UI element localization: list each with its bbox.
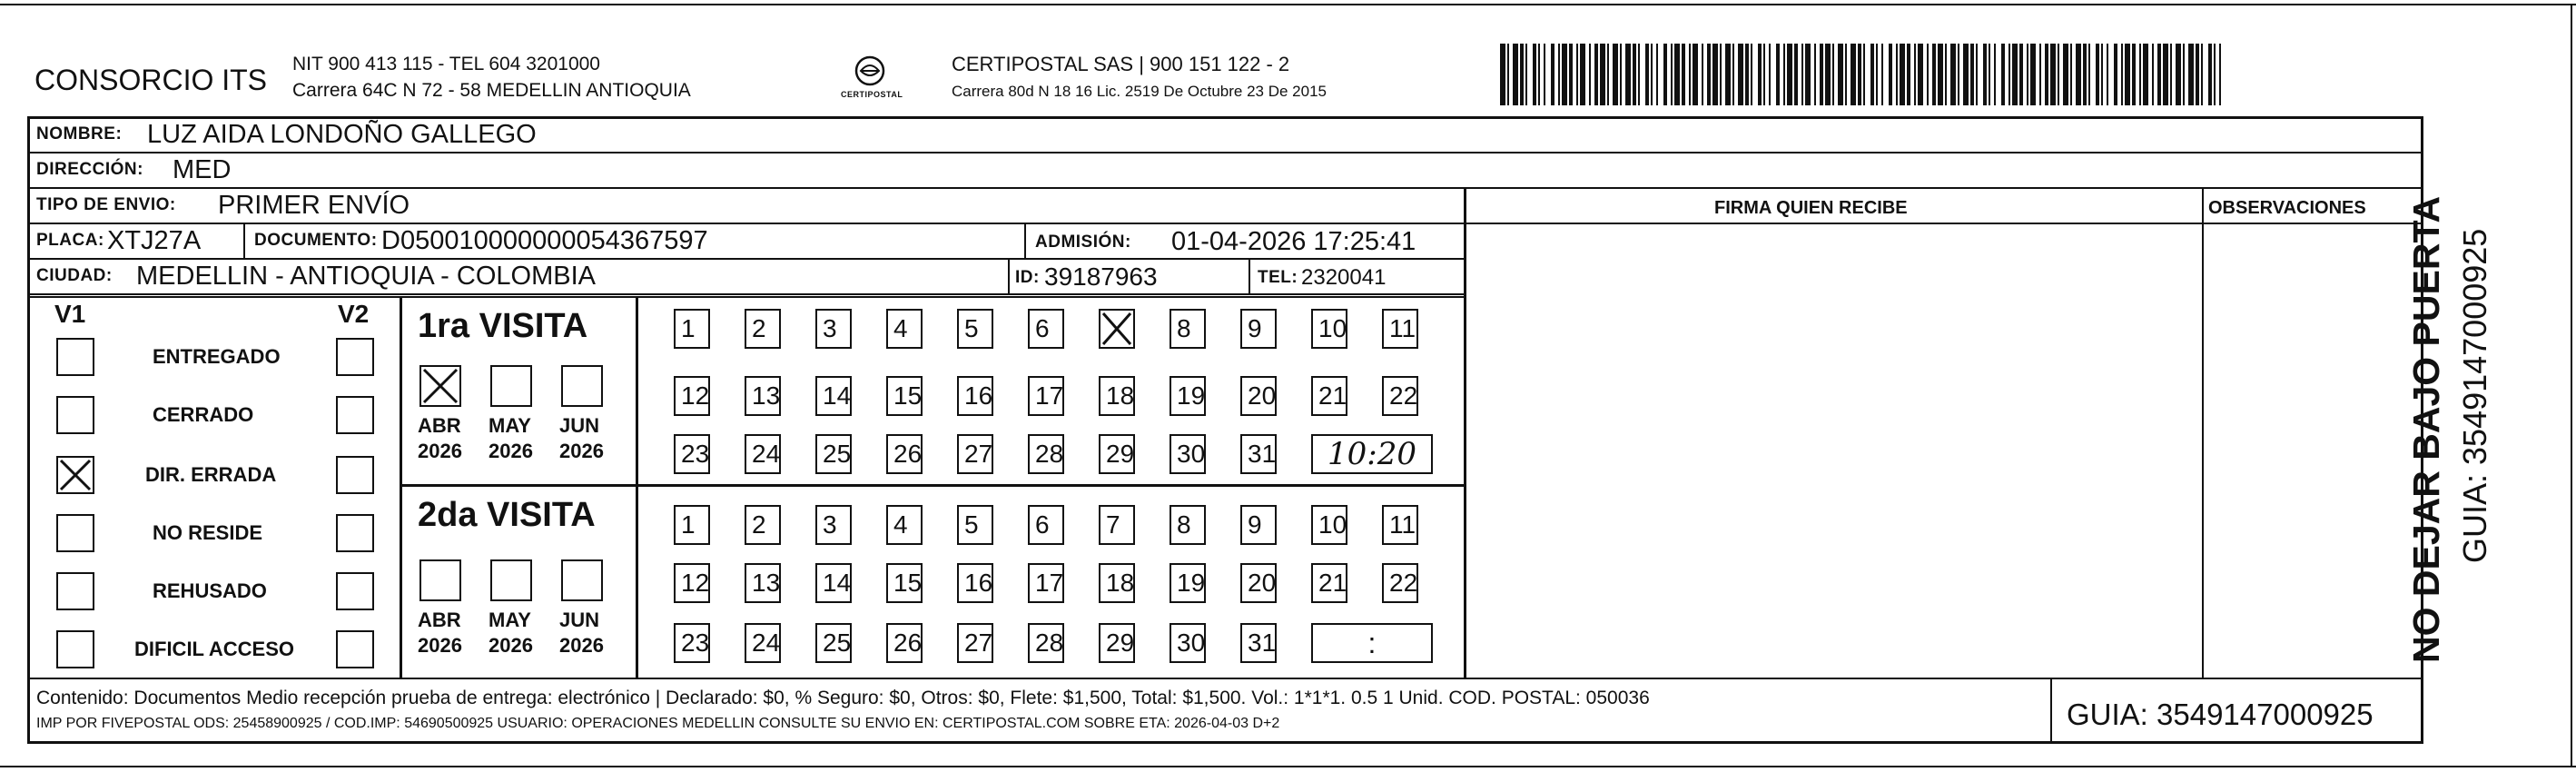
certipostal-logo	[834, 51, 906, 105]
visit2-day-box[interactable]: 23	[674, 623, 710, 663]
status-label: REHUSADO	[153, 579, 267, 602]
visit1-month-label: JUN	[559, 414, 600, 437]
visit1-day-box[interactable]: 3	[815, 309, 852, 349]
visit2-day-box[interactable]: 7	[1099, 505, 1135, 545]
row-sep-2	[27, 187, 2423, 189]
visit1-day-box[interactable]: 17	[1028, 376, 1064, 416]
visit1-day-box[interactable]: 29	[1099, 434, 1135, 474]
right-border	[2571, 4, 2572, 767]
company-name: CONSORCIO ITS	[35, 64, 268, 96]
courier-line-1: CERTIPOSTAL SAS | 900 151 122 - 2	[952, 53, 1290, 75]
visit1-day-box[interactable]: 20	[1240, 376, 1277, 416]
visit1-day-box[interactable]: 15	[886, 376, 923, 416]
id-value: 39187963	[1044, 262, 1158, 291]
visit2-day-box[interactable]: 1	[674, 505, 710, 545]
row-sep-1	[27, 152, 2423, 153]
visit2-month-checkbox[interactable]	[490, 559, 532, 601]
months-right-line	[636, 296, 638, 678]
visit2-month-label: ABR	[418, 609, 461, 631]
visit2-day-box[interactable]: 29	[1099, 623, 1135, 663]
visit1-day-box[interactable]: 31	[1240, 434, 1277, 474]
barcode	[1500, 44, 2226, 107]
row-sep-3	[27, 223, 2423, 224]
visit2-day-box[interactable]: 8	[1170, 505, 1206, 545]
visit2-day-box[interactable]: 11	[1382, 505, 1418, 545]
visit1-month-checkbox[interactable]	[490, 365, 532, 407]
v2-checkbox[interactable]	[336, 396, 374, 434]
obs-left-line	[2202, 187, 2204, 678]
company-address: Carrera 64C N 72 - 58 MEDELLIN ANTIOQUIA	[292, 80, 691, 101]
visit2-day-box[interactable]: 18	[1099, 563, 1135, 603]
tel-sep	[1249, 259, 1250, 295]
visit1-day-box[interactable]: 5	[957, 309, 993, 349]
footer-content: Contenido: Documentos Medio recepción prueba de entrega: electrónico | Declarado: $0, % Seguro: $0, Otros: $0, Flete: $1,500, Total: $1,500. Vol.: 1*1*1. 0.5 1 Unid. COD. POSTAL: 050036	[36, 688, 1650, 708]
visit2-day-box[interactable]: 16	[957, 563, 993, 603]
visit2-day-box[interactable]: 19	[1170, 563, 1206, 603]
footer-guia-sep	[2050, 678, 2052, 743]
visit2-day-box[interactable]: 3	[815, 505, 852, 545]
visit2-day-box[interactable]: 10	[1311, 505, 1347, 545]
top-border	[0, 4, 2576, 5]
placa-value: XTJ27A	[107, 226, 202, 255]
main-top-line	[27, 116, 2423, 119]
visit1-day-box[interactable]: 27	[957, 434, 993, 474]
v2-checkbox[interactable]	[336, 338, 374, 376]
visit1-day-box[interactable]: 25	[815, 434, 852, 474]
courier-line-2: Carrera 80d N 18 16 Lic. 2519 De Octubre 23 De 2015	[952, 83, 1327, 100]
visit2-month-checkbox[interactable]	[561, 559, 603, 601]
visit2-day-box[interactable]: 12	[674, 563, 710, 603]
visit2-day-box[interactable]: 15	[886, 563, 923, 603]
visit2-month-year: 2026	[559, 634, 604, 657]
visit1-day-box[interactable]: 30	[1170, 434, 1206, 474]
id-label: ID:	[1015, 268, 1040, 287]
nombre-value: LUZ AIDA LONDOÑO GALLEGO	[147, 120, 537, 149]
tipo-value: PRIMER ENVÍO	[218, 191, 410, 220]
v2-checkbox[interactable]	[336, 514, 374, 552]
visit2-day-box[interactable]: 2	[745, 505, 781, 545]
visit2-day-box[interactable]: 26	[886, 623, 923, 663]
v1-label: V1	[54, 300, 86, 328]
visit2-day-box[interactable]: 14	[815, 563, 852, 603]
visit1-day-box[interactable]: 22	[1382, 376, 1418, 416]
firma-header: FIRMA QUIEN RECIBE	[1714, 198, 1908, 218]
visit1-day-box[interactable]: 10	[1311, 309, 1347, 349]
visit1-day-box[interactable]: 28	[1028, 434, 1064, 474]
check-x-mark-icon	[1100, 311, 1133, 347]
visit1-month-label: ABR	[418, 414, 461, 437]
visit1-day-box[interactable]: 23	[674, 434, 710, 474]
visit1-month-checkbox[interactable]	[419, 365, 461, 407]
visit2-day-box[interactable]: 5	[957, 505, 993, 545]
footer-print-info: IMP POR FIVEPOSTAL ODS: 25458900925 / COD.IMP: 54690500925 USUARIO: OPERACIONES MEDELLIN CONSULTE SU ENVIO EN: CERTIPOSTAL.COM SOBRE ETA: 2026-04-03 D+2	[36, 716, 1280, 731]
v2-checkbox[interactable]	[336, 572, 374, 610]
status-label: DIFICIL ACCESO	[134, 638, 295, 660]
visit1-day-box[interactable]: 26	[886, 434, 923, 474]
nit-line: NIT 900 413 115 - TEL 604 3201000	[292, 54, 600, 74]
visit2-day-box[interactable]: 31	[1240, 623, 1277, 663]
visit2-day-box[interactable]: 21	[1311, 563, 1347, 603]
documento-value: D050010000000054367597	[381, 226, 708, 255]
status-label: ENTREGADO	[153, 345, 281, 368]
documento-label: DOCUMENTO:	[254, 231, 378, 250]
visit2-day-box[interactable]: 28	[1028, 623, 1064, 663]
v2-checkbox[interactable]	[336, 456, 374, 494]
side-warning: NO DEJAR BAJO PUERTA	[2405, 195, 2447, 663]
visit1-day-box[interactable]: 4	[886, 309, 923, 349]
check-x-mark-icon	[421, 367, 459, 405]
visit1-title: 1ra VISITA	[418, 307, 588, 345]
visit1-month-year: 2026	[418, 440, 462, 462]
visit2-time-box[interactable]: :	[1311, 623, 1433, 663]
v2-checkbox[interactable]	[336, 630, 374, 668]
visit1-day-box[interactable]: 16	[957, 376, 993, 416]
visit2-month-label: MAY	[489, 609, 531, 631]
visit1-month-year: 2026	[489, 440, 533, 462]
v1-checkbox[interactable]	[56, 396, 94, 434]
visit2-day-box[interactable]: 27	[957, 623, 993, 663]
visit1-month-label: MAY	[489, 414, 531, 437]
visit2-day-box[interactable]: 6	[1028, 505, 1064, 545]
visit2-title: 2da VISITA	[418, 496, 596, 534]
visit2-day-box[interactable]: 9	[1240, 505, 1277, 545]
visit1-day-box[interactable]: 8	[1170, 309, 1206, 349]
nombre-label: NOMBRE:	[36, 124, 123, 144]
status-right-line	[400, 296, 402, 678]
visit1-month-checkbox[interactable]	[561, 365, 603, 407]
v1-checkbox[interactable]	[56, 456, 94, 494]
visit1-time-box[interactable]: 10:20	[1311, 434, 1433, 474]
direccion-value: MED	[173, 155, 232, 184]
visit2-day-box[interactable]: 22	[1382, 563, 1418, 603]
tel-label: TEL:	[1258, 268, 1298, 287]
visit2-month-label: JUN	[559, 609, 600, 631]
visit1-day-box[interactable]: 2	[745, 309, 781, 349]
admision-value: 01-04-2026 17:25:41	[1171, 227, 1416, 256]
check-x-mark-icon	[58, 458, 93, 492]
footer-guia: GUIA: 3549147000925	[2067, 698, 2374, 731]
v2-label: V2	[338, 300, 370, 328]
status-label: CERRADO	[153, 403, 254, 426]
tipo-label: TIPO DE ENVIO:	[36, 195, 176, 214]
visit2-day-box[interactable]: 4	[886, 505, 923, 545]
v1-checkbox[interactable]	[56, 514, 94, 552]
ciudad-label: CIUDAD:	[36, 266, 113, 285]
direccion-label: DIRECCIÓN:	[36, 160, 143, 179]
visit2-day-box[interactable]: 20	[1240, 563, 1277, 603]
id-sep	[1008, 259, 1010, 295]
status-label: DIR. ERRADA	[145, 463, 277, 486]
visit1-day-box[interactable]: 6	[1028, 309, 1064, 349]
placa-label: PLACA:	[36, 231, 104, 250]
placa-sep	[243, 223, 245, 258]
visit2-day-box[interactable]: 13	[745, 563, 781, 603]
status-label: NO RESIDE	[153, 521, 263, 544]
visit2-month-year: 2026	[418, 634, 462, 657]
v1-checkbox[interactable]	[56, 338, 94, 376]
bottom-border	[0, 766, 2576, 767]
visit2-day-box[interactable]: 17	[1028, 563, 1064, 603]
visit1-day-box[interactable]: 21	[1311, 376, 1347, 416]
logo-caption: CERTIPOSTAL	[841, 90, 903, 99]
visit1-month-year: 2026	[559, 440, 604, 462]
observaciones-header: OBSERVACIONES	[2208, 198, 2366, 218]
admision-label: ADMISIÓN:	[1035, 233, 1131, 252]
ciudad-value: MEDELLIN - ANTIOQUIA - COLOMBIA	[136, 262, 596, 291]
visit1-day-box[interactable]	[1099, 309, 1135, 349]
visit2-day-box[interactable]: 24	[745, 623, 781, 663]
visit1-day-box[interactable]: 14	[815, 376, 852, 416]
side-guia: GUIA: 3549147000925	[2456, 228, 2493, 563]
visit1-day-box[interactable]: 24	[745, 434, 781, 474]
visit2-day-box[interactable]: 25	[815, 623, 852, 663]
v1-checkbox[interactable]	[56, 630, 94, 668]
visit1-day-box[interactable]: 12	[674, 376, 710, 416]
tel-value: 2320041	[1301, 265, 1387, 290]
visit-sep-line	[400, 484, 1464, 487]
visit1-day-box[interactable]: 1	[674, 309, 710, 349]
main-left-line	[27, 116, 30, 743]
row-sep-6	[27, 296, 1464, 298]
firma-left-line	[1464, 187, 1466, 678]
visit1-day-box[interactable]: 13	[745, 376, 781, 416]
visit1-day-box[interactable]: 19	[1170, 376, 1206, 416]
visit2-month-year: 2026	[489, 634, 533, 657]
footer-top-line	[27, 678, 2423, 679]
visit2-month-checkbox[interactable]	[419, 559, 461, 601]
visit2-day-box[interactable]: 30	[1170, 623, 1206, 663]
visit1-day-box[interactable]: 11	[1382, 309, 1418, 349]
visit1-day-box[interactable]: 18	[1099, 376, 1135, 416]
admision-sep	[1024, 224, 1026, 258]
main-bottom-line	[27, 741, 2423, 744]
visit1-day-box[interactable]: 9	[1240, 309, 1277, 349]
v1-checkbox[interactable]	[56, 572, 94, 610]
